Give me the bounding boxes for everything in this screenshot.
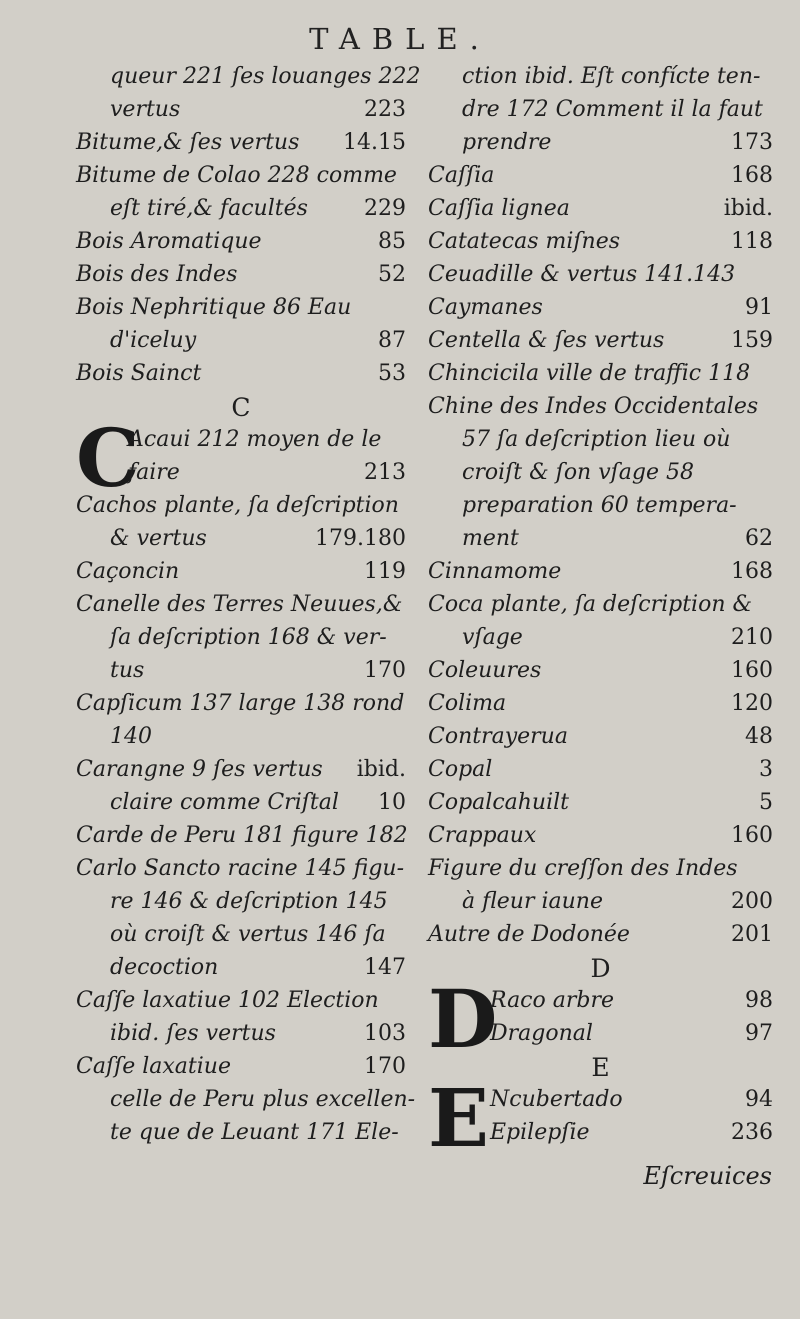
index-entry [76,192,406,225]
index-entry [428,621,773,654]
entry-text: Coca plante, ſa deſcription & [428,592,753,617]
index-entry [428,489,773,522]
index-entry [76,60,421,93]
index-entry [76,456,406,489]
entry-page-number: 94 [745,1087,773,1112]
entry-page-number: 168 [731,559,773,584]
right-column [428,60,773,1165]
entry-text: Catatecas miſnes [428,229,621,254]
entry-page-number: 170 [364,658,406,683]
dropcap-e: E [428,1071,489,1165]
entry-text: faire [128,460,180,485]
entry-page-number: 147 [364,955,406,980]
index-entry [428,753,773,786]
entry-text: te que de Leuant 171 Ele- [110,1120,399,1145]
dropcap-d: D [428,972,498,1066]
entry-page-number: 87 [378,328,406,353]
entry-text: preparation 60 tempera- [462,493,737,518]
entry-text: Chincicila ville de traffic 118 [428,361,751,386]
index-entry [76,258,406,291]
entry-page-number: 229 [364,196,406,221]
entry-text: Canelle des Terres Neuues,& [76,592,403,617]
entry-page-number: ibid. [723,196,773,221]
right-entries [428,60,773,951]
index-entry [428,324,773,357]
entry-text: Bitume de Colao 228 comme [76,163,397,188]
entry-text: decoction [110,955,219,980]
entry-text: prendre [462,130,552,155]
index-entry [76,984,406,1017]
left-column [76,60,421,1149]
section-letter-c: C [231,393,251,422]
index-entry [428,654,773,687]
section-e-opening [428,1071,773,1165]
entry-text: Bitume,& ſes vertus [76,130,300,155]
section-c-first-entries [76,411,406,505]
entry-page-number: 213 [364,460,406,485]
index-entry [428,687,773,720]
index-entry [76,324,406,357]
entry-text: Caſſia lignea [428,196,570,221]
entry-text: dre 172 Comment il la faut [462,97,763,122]
entry-page-number: 52 [378,262,406,287]
index-entry [76,654,406,687]
index-entry [76,621,406,654]
entry-text: Caymanes [428,295,543,320]
entry-page-number: 85 [378,229,406,254]
index-entry [428,390,773,423]
entry-page-number: ibid. [356,757,406,782]
index-entry [76,159,406,192]
index-entry [76,687,406,720]
entry-page-number: 98 [745,988,773,1013]
entry-text: & vertus [110,526,207,551]
entry-text: Caçoncin [76,559,180,584]
entry-text: Caſſe laxatiue [76,1054,231,1079]
index-entry [76,1017,406,1050]
entry-page-number: 173 [731,130,773,155]
section-e-entries [428,1071,773,1165]
index-entry [428,60,773,93]
index-entry [428,423,773,456]
entry-text: Copal [428,757,493,782]
entry-page-number: 97 [745,1021,773,1046]
index-entry [76,357,406,390]
index-entry [76,852,406,885]
entry-page-number: 53 [378,361,406,386]
entry-page-number: 179.180 [315,526,406,551]
index-entry [428,522,773,555]
index-entry [76,126,406,159]
entry-text: Carlo Sancto racine 145 figu- [76,856,405,881]
entry-page-number: 160 [731,823,773,848]
entry-text: vertus [110,97,181,122]
entry-text: Acaui 212 moyen de le [128,427,382,452]
index-entry [76,489,406,522]
entry-text: Ncubertado [490,1087,623,1112]
index-entry [76,423,406,456]
entry-page-number: 168 [731,163,773,188]
index-entry [428,918,773,951]
section-letter-e: E [591,1053,610,1082]
entry-text: eſt tiré,& facultés [110,196,308,221]
entry-page-number: 159 [731,328,773,353]
entry-page-number: 3 [759,757,773,782]
index-entry [76,753,406,786]
index-entry [428,93,773,126]
index-entry [76,225,406,258]
entry-text: Cinnamome [428,559,562,584]
entry-text: Bois Sainct [76,361,202,386]
index-entry [76,1083,416,1116]
entry-text: Copalcahuilt [428,790,570,815]
entry-text: Bois Aromatique [76,229,262,254]
index-entry [428,192,773,225]
index-entry [76,786,406,819]
entry-page-number: 62 [745,526,773,551]
entry-text: Epilepſie [490,1120,590,1145]
dropcap-c: C [76,411,140,505]
index-entry [428,555,773,588]
running-header: TABLE. [309,22,491,56]
index-entry [428,1017,773,1050]
entry-text: Coleuures [428,658,542,683]
entry-text: Carde de Peru 181 figure 182 [76,823,408,848]
index-entry [428,885,773,918]
entry-text: Centella & ſes vertus [428,328,665,353]
entry-text: à fleur iaune [462,889,603,914]
entry-page-number: 103 [364,1021,406,1046]
entry-text: Figure du creſſon des Indes [428,856,738,881]
entry-text: queur 221 ſes louanges 222 [110,64,421,89]
entry-text: re 146 & deſcription 145 [110,889,388,914]
entry-page-number: 48 [745,724,773,749]
index-entry [428,1083,773,1116]
entry-page-number: 160 [731,658,773,683]
index-entry [76,555,406,588]
entry-text: claire comme Criſtal [110,790,339,815]
entry-text: ction ibid. Eſt confícte ten- [462,64,761,89]
index-entry [76,291,406,324]
entry-page-number: 14.15 [343,130,406,155]
entry-text: Chine des Indes Occidentales [428,394,759,419]
entry-text: d'iceluy [110,328,197,353]
entry-text: Dragonal [490,1021,593,1046]
entry-text: Caſſia [428,163,495,188]
left-entries [76,60,421,390]
index-entry [428,456,773,489]
index-entry [428,984,773,1017]
entry-text: Colima [428,691,507,716]
entry-page-number: 119 [364,559,406,584]
index-entry [428,588,773,621]
index-entry [76,93,406,126]
index-entry [428,225,773,258]
index-entry [76,522,406,555]
entry-text: celle de Peru plus excellen- [110,1087,416,1112]
entry-page-number: 10 [378,790,406,815]
entry-text: Crappaux [428,823,537,848]
entry-text: ibid. ſes vertus [110,1021,276,1046]
entry-text: Cachos plante, ſa deſcription [76,493,399,518]
entry-page-number: 201 [731,922,773,947]
entry-text: où croiſt & vertus 146 ſa [110,922,386,947]
entry-text: Bois des Indes [76,262,238,287]
index-entry [428,126,773,159]
entry-text: Capſicum 137 large 138 rond [76,691,405,716]
index-entry [76,819,406,852]
index-entry [76,1116,406,1149]
entry-page-number: 118 [731,229,773,254]
entry-page-number: 91 [745,295,773,320]
index-entry [428,852,773,885]
index-entry [76,951,406,984]
entry-page-number: 236 [731,1120,773,1145]
index-entry [428,720,773,753]
entry-text: croiſt & ſon vſage 58 [462,460,694,485]
entry-text: Caſſe laxatiue 102 Election [76,988,379,1013]
entry-text: 57 ſa deſcription lieu où [462,427,731,452]
entry-text: Contrayerua [428,724,568,749]
index-entry [428,357,773,390]
section-c-entries [76,489,416,1149]
index-entry [76,918,406,951]
section-letter-d: D [590,954,611,983]
index-entry [428,291,773,324]
entry-page-number: 223 [364,97,406,122]
index-entry [428,159,773,192]
section-d-entries [428,972,773,1066]
entry-text: ment [462,526,519,551]
entry-text: 140 [110,724,152,749]
entry-page-number: 170 [364,1054,406,1079]
entry-text: Carangne 9 ſes vertus [76,757,323,782]
index-entry [428,258,773,291]
index-entry [428,819,773,852]
index-entry [428,1116,773,1149]
catchword: Eſcreuices [643,1162,772,1190]
entry-text: Raco arbre [490,988,614,1013]
entry-page-number: 5 [759,790,773,815]
entry-text: vſage [462,625,523,650]
entry-text: Bois Nephritique 86 Eau [76,295,352,320]
entry-text: Ceuadille & vertus 141.143 [428,262,736,287]
entry-text: Autre de Dodonée [428,922,630,947]
index-entry [76,1050,406,1083]
entry-text: tus [110,658,145,683]
index-entry [76,588,406,621]
index-entry [76,885,406,918]
index-entry [428,786,773,819]
entry-text: ſa deſcription 168 & ver- [110,625,387,650]
entry-page-number: 120 [731,691,773,716]
section-c-opening [76,411,406,505]
section-d-opening [428,972,773,1066]
entry-page-number: 210 [731,625,773,650]
index-entry [76,720,406,753]
entry-page-number: 200 [731,889,773,914]
